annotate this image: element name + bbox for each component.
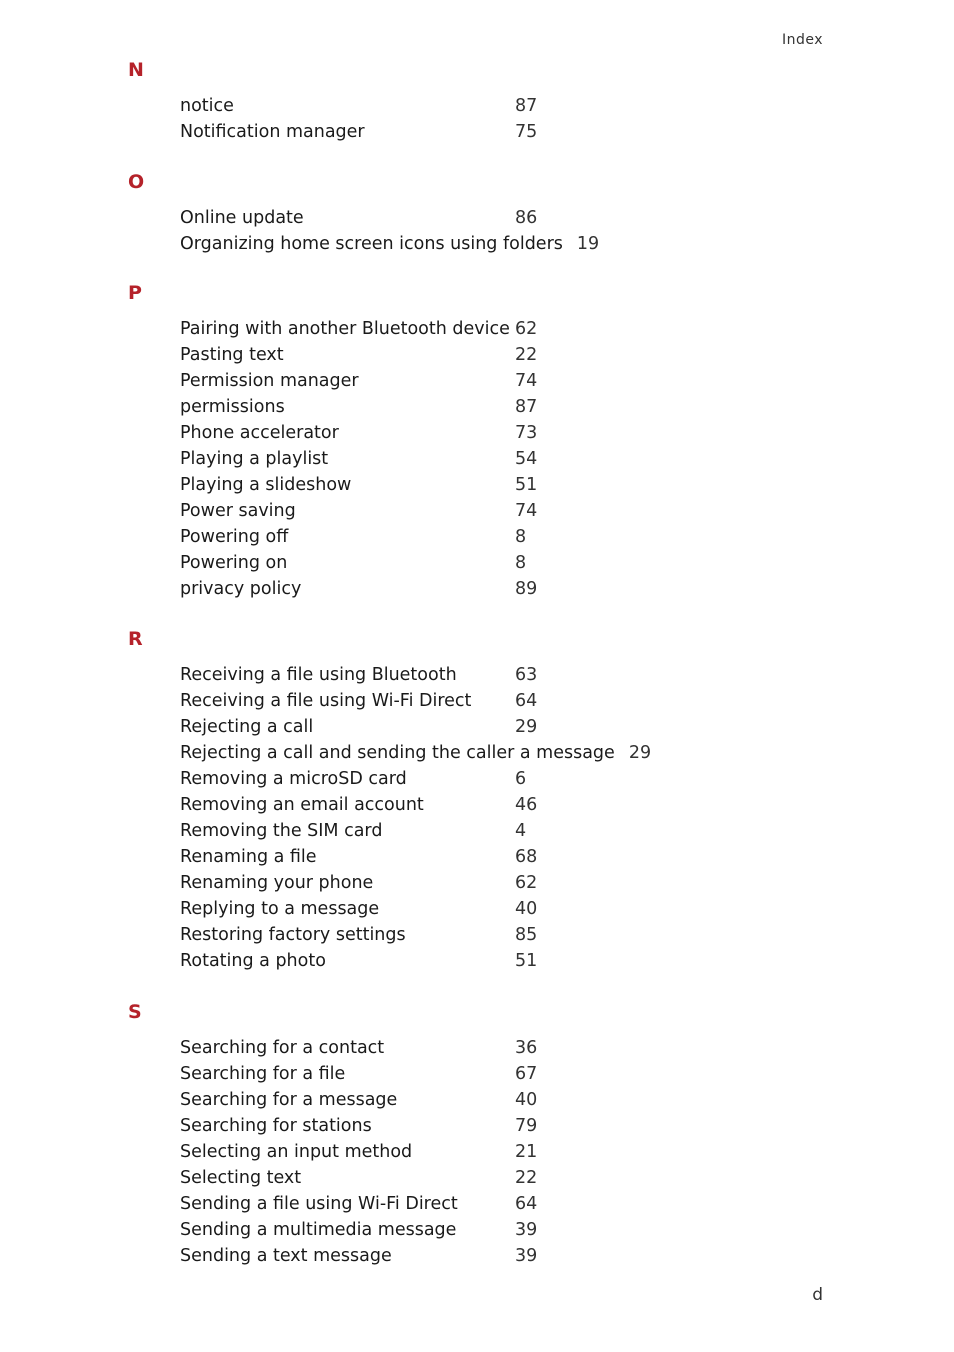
entry-term: Playing a playlist — [180, 449, 329, 469]
index-entry — [180, 1139, 537, 1165]
entry-term: Receiving a file using Bluetooth — [180, 665, 457, 685]
entry-term: Rotating a photo — [180, 951, 326, 971]
entry-list — [180, 93, 537, 145]
entry-page: 6 — [515, 769, 527, 789]
entry-list — [180, 662, 651, 974]
entry-term: Notification manager — [180, 122, 365, 142]
entry-term: Rejecting a call and sending the caller a message — [180, 743, 615, 763]
entry-page: 4 — [515, 821, 527, 841]
entry-term: Selecting text — [180, 1168, 302, 1188]
entry-page: 36 — [515, 1038, 538, 1058]
entry-page: 29 — [628, 743, 652, 763]
entry-term: Searching for a message — [180, 1090, 398, 1110]
index-entry — [180, 766, 651, 792]
entry-page: 62 — [515, 873, 538, 893]
entry-page: 73 — [515, 423, 538, 443]
index-entry — [180, 1035, 537, 1061]
section-letter: N — [128, 59, 144, 81]
index-entry — [180, 714, 651, 740]
entry-page: 22 — [515, 1168, 538, 1188]
index-entry — [180, 550, 537, 576]
entry-page: 40 — [515, 1090, 538, 1110]
index-entry — [180, 93, 537, 119]
entry-page: 75 — [515, 122, 538, 142]
entry-term: Power saving — [180, 501, 296, 521]
index-entry — [180, 446, 537, 472]
entry-term: Sending a file using Wi-Fi Direct — [180, 1194, 458, 1214]
entry-term: Playing a slideshow — [180, 475, 352, 495]
index-entry — [180, 1087, 537, 1113]
index-entry — [180, 1191, 537, 1217]
entry-term: Renaming your phone — [180, 873, 374, 893]
index-entry — [180, 1217, 537, 1243]
index-entry — [180, 740, 651, 766]
index-entry — [180, 948, 651, 974]
entry-page: 85 — [515, 925, 538, 945]
entry-page: 22 — [515, 345, 538, 365]
index-entry — [180, 576, 537, 602]
index-entry — [180, 1061, 537, 1087]
index-entry — [180, 922, 651, 948]
entry-term: Replying to a message — [180, 899, 380, 919]
entry-page: 54 — [515, 449, 538, 469]
entry-term: Receiving a file using Wi-Fi Direct — [180, 691, 472, 711]
section-letter: R — [128, 628, 143, 650]
entry-page: 86 — [515, 208, 538, 228]
entry-page: 51 — [515, 475, 538, 495]
entry-term: Pasting text — [180, 345, 284, 365]
index-entry — [180, 1243, 537, 1269]
entry-term: Organizing home screen icons using folders — [180, 234, 563, 254]
index-entry — [180, 844, 651, 870]
entry-page: 8 — [515, 553, 527, 573]
entry-term: Powering off — [180, 527, 289, 547]
entry-term: privacy policy — [180, 579, 302, 599]
entry-page: 89 — [515, 579, 538, 599]
index-entry — [180, 420, 537, 446]
entry-term: Powering on — [180, 553, 288, 573]
entry-term: Removing an email account — [180, 795, 424, 815]
entry-term: Removing the SIM card — [180, 821, 383, 841]
entry-term: Selecting an input method — [180, 1142, 413, 1162]
entry-page: 74 — [515, 371, 538, 391]
section-letter: S — [128, 1001, 142, 1023]
entry-term: Sending a text message — [180, 1246, 392, 1266]
running-header: Index — [781, 32, 823, 48]
entry-list — [180, 316, 537, 602]
entry-page: 39 — [515, 1220, 538, 1240]
page-number: d — [812, 1285, 823, 1305]
entry-term: permissions — [180, 397, 285, 417]
entry-page: 46 — [515, 795, 538, 815]
section-letter: O — [128, 171, 145, 193]
entry-page: 19 — [576, 234, 600, 254]
index-entry — [180, 342, 537, 368]
entry-page: 62 — [515, 319, 538, 339]
index-entry — [180, 792, 651, 818]
entry-page: 68 — [515, 847, 538, 867]
entry-list — [180, 205, 599, 257]
index-entry — [180, 1113, 537, 1139]
index-entry — [180, 662, 651, 688]
entry-page: 51 — [515, 951, 538, 971]
index-entry — [180, 1165, 537, 1191]
entry-page: 39 — [515, 1246, 538, 1266]
entry-page: 29 — [515, 717, 538, 737]
entry-term: Searching for stations — [180, 1116, 372, 1136]
index-entry — [180, 498, 537, 524]
entry-term: Online update — [180, 208, 304, 228]
index-entry — [180, 818, 651, 844]
index-entry — [180, 472, 537, 498]
entry-term: Phone accelerator — [180, 423, 339, 443]
entry-term: Renaming a file — [180, 847, 317, 867]
entry-term: Searching for a file — [180, 1064, 346, 1084]
index-entry — [180, 316, 537, 342]
entry-term: Removing a microSD card — [180, 769, 407, 789]
entry-term: Sending a multimedia message — [180, 1220, 457, 1240]
entry-page: 87 — [515, 397, 538, 417]
entry-page: 21 — [515, 1142, 538, 1162]
entry-page: 74 — [515, 501, 538, 521]
index-entry — [180, 524, 537, 550]
entry-term: Searching for a contact — [180, 1038, 385, 1058]
entry-page: 63 — [515, 665, 538, 685]
entry-term: notice — [180, 96, 234, 116]
index-entry — [180, 368, 537, 394]
entry-list — [180, 1035, 537, 1269]
index-entry — [180, 688, 651, 714]
entry-page: 79 — [515, 1116, 538, 1136]
entry-page: 87 — [515, 96, 538, 116]
entry-page: 64 — [515, 691, 538, 711]
entry-page: 40 — [515, 899, 538, 919]
entry-term: Rejecting a call — [180, 717, 314, 737]
entry-page: 64 — [515, 1194, 538, 1214]
entry-term: Pairing with another Bluetooth device — [180, 319, 510, 339]
index-entry — [180, 896, 651, 922]
entry-page: 67 — [515, 1064, 538, 1084]
index-entry — [180, 870, 651, 896]
index-entry — [180, 205, 599, 231]
entry-page: 8 — [515, 527, 527, 547]
entry-term: Restoring factory settings — [180, 925, 406, 945]
section-letter: P — [128, 282, 142, 304]
index-entry — [180, 394, 537, 420]
index-entry — [180, 231, 599, 257]
entry-term: Permission manager — [180, 371, 359, 391]
index-entry — [180, 119, 537, 145]
